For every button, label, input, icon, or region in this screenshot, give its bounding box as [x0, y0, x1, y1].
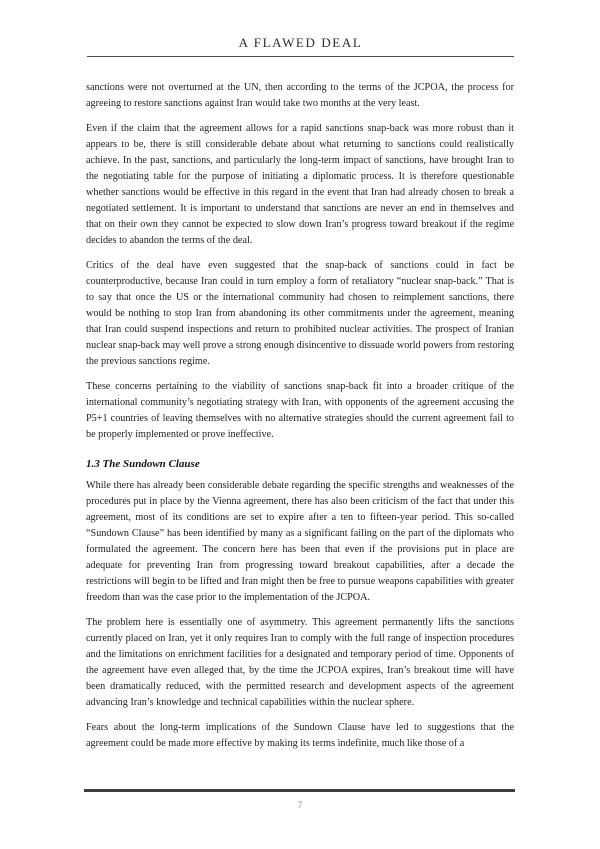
paragraph: The problem here is essentially one of asymmetry. This agreement permanently lifts the sanctions currently placed on Iran, yet it only requires Iran to comply with the full range of inspection procedures and the limitations on enrichment facilities for a designated and temporary period of time. Opponents of the agreement have even alleged that, by the time the JCPOA expires, Iran’s breakout time will have been dramatically reduced, with the permitted research and development aspects of the agreement advancing Iran’s knowledge and technical capabilities within the nuclear sphere. [86, 617, 514, 708]
running-head-title: A FLAWED DEAL [238, 35, 363, 50]
header-rule [87, 56, 514, 57]
paragraph: Fears about the long-term implications of the Sundown Clause have led to suggestions that the agreement could be made more effective by making its terms indefinite, much like those of a [86, 722, 514, 749]
footer-rule [84, 789, 515, 792]
paragraph: Even if the claim that the agreement allows for a rapid sanctions snap-back was more robust than it appears to be, there is still considerable debate about what returning to sanctions could realistically achieve. In the past, sanctions, and particularly the long-term impact of sanctions, have brought Iran to the negotiating table for the purpose of initiating a diplomatic process. It is therefore questionable whether sanctions would be effective in this regard in the event that Iran had already chosen to break a negotiated settlement. It is important to understand that sanctions are never an end in themselves and that on their own they cannot be expected to slow down Iran’s progress toward breakout if the regime decides to abandon the terms of the deal. [86, 123, 514, 246]
paragraph: While there has already been considerable debate regarding the specific strengths and weaknesses of the procedures put in place by the Vienna agreement, there has also been criticism of the fact that under this agreement, most of its conditions are set to expire after a ten to fifteen-year period. This so-called “Sundown Clause” has been identified by many as a significant failing on the part of the diplomats who formulated the agreement. The concern here has been that even if the provisions put in place are adequate for preventing Iran from progressing toward breakout capabilities, after a decade the restrictions will begin to be lifted and Iran might then be free to pursue weapons capabilities with greater freedom than was the case prior to the implementation of the JCPOA. [86, 480, 514, 603]
page-header [87, 35, 514, 57]
paragraph: These concerns pertaining to the viability of sanctions snap-back fit into a broader critique of the international community’s negotiating strategy with Iran, with opponents of the agreement accusing the P5+1 countries of leaving themselves with no alternative strategies should the current agreement fail to be properly implemented or prove ineffective. [86, 381, 514, 440]
body-text-block [86, 80, 514, 761]
paragraph: Critics of the deal have even suggested that the snap-back of sanctions could in fact be counterproductive, because Iran could in turn employ a form of retaliatory “nuclear snap-back.” That is to say that once the US or the international community had chosen to reimplement sanctions, there would be nothing to stop Iran from abandoning its other commitments under the agreement, meaning that Iran could suspend inspections and return to prohibited nuclear activities. The prospect of Iranian nuclear snap-back may well prove a strong enough disincentive to dissuade world powers from restoring the previous sanctions regime. [86, 260, 514, 367]
section-heading-sundown-clause: 1.3 The Sundown Clause [86, 458, 200, 470]
page-number: 7 [297, 800, 303, 810]
paragraph: sanctions were not overturned at the UN, then according to the terms of the JCPOA, the process for agreeing to restore sanctions against Iran would take two months at the very least. [86, 82, 514, 109]
